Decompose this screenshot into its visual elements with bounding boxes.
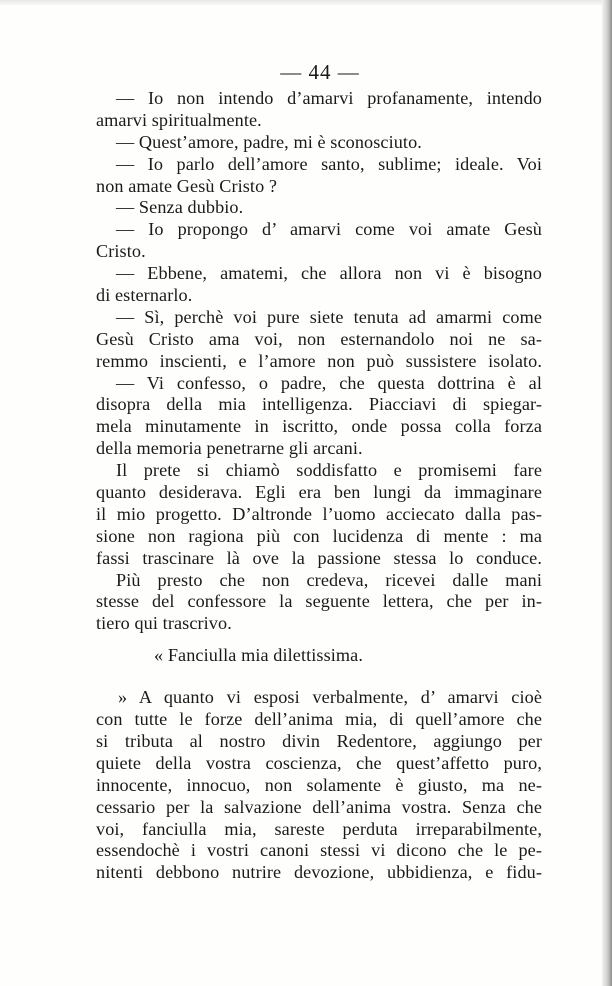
text-line: fassi trascinare là ove la passione stessa lo conduce.	[96, 547, 542, 568]
letter-salutation: « Fanciulla mia dilettissima.	[154, 645, 363, 666]
page-top-edge	[0, 0, 612, 6]
text-line: innocente, innocuo, non solamente è giusto, ma ne-	[96, 774, 542, 795]
paragraph-gap	[96, 667, 542, 687]
text-line: — Quest’amore, padre, mi è sconosciuto.	[116, 131, 422, 152]
text-line: stesse del confessore la seguente lettera, che per in-	[96, 591, 542, 612]
text-line: il mio progetto. D’altronde l’uomo acciecato dalla pas-	[96, 503, 542, 524]
text-line: cessario per la salvazione dell’anima vostra. Senza che	[96, 796, 542, 817]
paragraph-gap	[96, 635, 542, 645]
text-line: Il prete si chiamò soddisfatto e promisemi fare	[116, 460, 542, 481]
page-number: — 44 —	[280, 60, 360, 84]
text-line: Cristo.	[96, 241, 146, 262]
text-line: — Vi confesso, o padre, che questa dottrina è al	[116, 372, 542, 393]
text-line: si tributa al nostro divin Redentore, aggiungo per	[96, 730, 542, 751]
text-line: nitenti debbono nutrire devozione, ubbidienza, e fidu-	[96, 862, 542, 883]
text-line: — Senza dubbio.	[116, 197, 244, 218]
text-line: — Io parlo dell’amore santo, sublime; ideale. Voi	[116, 153, 542, 174]
text-line: voi, fanciulla mia, sareste perduta irreparabilmente,	[96, 818, 542, 839]
text-line: di esternarlo.	[96, 285, 193, 306]
text-line: quiete della vostra coscienza, che quest’affetto puro,	[96, 752, 542, 773]
text-line: con tutte le forze dell’anima mia, di quell’amore che	[96, 709, 542, 730]
text-line: sione non ragiona più con lucidenza di mente : ma	[96, 525, 542, 546]
text-line: — Sì, perchè voi pure siete tenuta ad amarmi come	[116, 306, 542, 327]
text-line: Più presto che non credeva, ricevei dalle mani	[116, 569, 542, 590]
text-line: della memoria penetrarne gli arcani.	[96, 438, 363, 459]
text-line: — Io non intendo d’amarvi profanamente, intendo	[116, 88, 542, 108]
page-binding-edge	[602, 0, 612, 986]
text-line: amarvi spiritualmente.	[96, 109, 262, 130]
text-line: — Ebbene, amatemi, che allora non vi è bisogno	[116, 263, 542, 284]
text-line: essendochè i vostri canoni stessi vi dicono che le pe-	[96, 840, 542, 861]
text-line: — Io propongo d’ amarvi come voi amate Gesù	[116, 219, 542, 240]
body-text	[96, 88, 542, 884]
text-line: non amate Gesù Cristo ?	[96, 175, 278, 196]
text-line: remmo inscienti, e l’amore non può sussistere isolato.	[96, 350, 542, 371]
text-line: mela minutamente in iscritto, onde possa colla forza	[96, 416, 542, 437]
text-line: Gesù Cristo ama voi, non esternandolo noi ne sa-	[96, 328, 542, 349]
text-line: quanto desiderava. Egli era ben lungi da immaginare	[96, 482, 542, 503]
text-line: » A quanto vi esposi verbalmente, d’ amarvi cioè	[118, 687, 542, 708]
text-line: disopra della mia intelligenza. Piacciavi di spiegar-	[96, 394, 542, 415]
text-line: tiero qui trascrivo.	[96, 613, 232, 634]
